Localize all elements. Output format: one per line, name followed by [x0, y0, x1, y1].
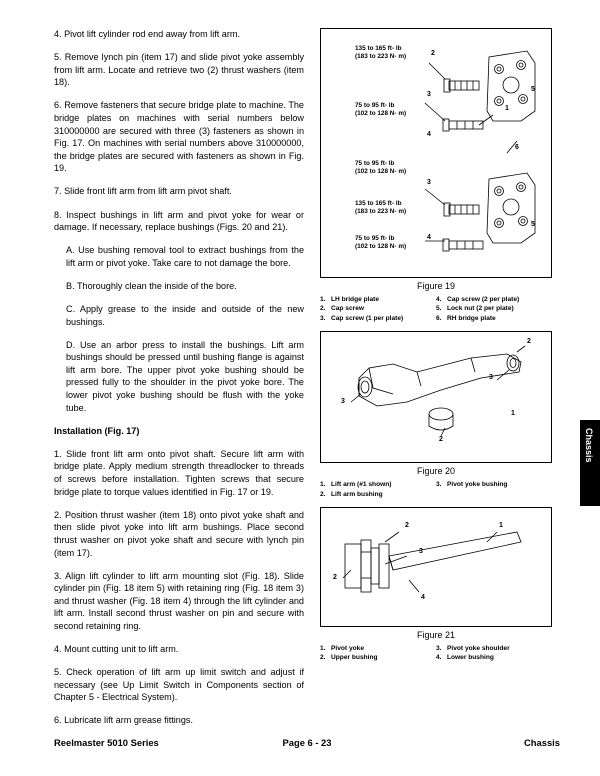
figure-20-index-3b: 3: [341, 398, 345, 406]
figure-20-drawing: [321, 332, 551, 460]
legend-num: 1.: [320, 296, 326, 303]
figure-21-index-1: 1: [499, 522, 503, 530]
figure-19-index-4b: 4: [427, 234, 431, 241]
figure-21-caption: Figure 21: [416, 630, 456, 641]
figure-19-index-1: 1: [505, 105, 509, 112]
figure-19-index-6: 6: [515, 144, 519, 151]
legend-num: 2.: [320, 305, 326, 313]
legend-text: Lift arm (#1 shown): [331, 481, 392, 489]
figure-21-index-2: 2: [405, 522, 409, 530]
legend-num: 5.: [436, 305, 442, 313]
legend-text: Lift arm bushing: [331, 490, 383, 498]
figure-20-index-2b: 2: [439, 436, 443, 444]
figure-19-callout-4: 135 to 165 ft- lb (183 to 223 N- m): [355, 200, 407, 216]
legend-text: Pivot yoke bushing: [447, 481, 508, 489]
figure-19-index-4: 4: [427, 131, 431, 138]
figure-19-callout-1: 135 to 165 ft- lb (183 to 223 N- m): [355, 45, 407, 61]
legend-num: 4.: [436, 296, 442, 303]
figure-19-index-3b: 3: [427, 179, 431, 186]
figure-20-index-2: 2: [527, 338, 531, 346]
figure-19-index-3: 3: [427, 91, 431, 98]
chapter-tab-chassis: [580, 420, 600, 506]
legend-num: 6.: [436, 314, 442, 322]
install-paragraph-6: 6. Lubricate lift arm grease fittings.: [54, 715, 193, 726]
figure-19-index-2: 2: [431, 50, 435, 57]
chapter-tab-label: Chassis: [584, 428, 594, 463]
figure-21-index-2b: 2: [333, 574, 337, 582]
figure-21-legend: [320, 644, 552, 663]
body-text-column: [54, 28, 304, 738]
footer-right-section: Chassis: [524, 737, 560, 748]
paragraph-8d: D. Use an arbor press to install the bushings. Lift arm bushings should be pressed until bushing flange is against lift arm bore. The upper pivot yoke bushing should be pressed fully to the shoulder in the pivot yoke bore. The lower pivot yoke bushing should be flush with the yoke tube.: [66, 339, 304, 413]
legend-num: 1.: [320, 481, 326, 489]
paragraph-8c: C. Apply grease to the inside and outside of the new bushings.: [66, 304, 304, 327]
legend-text: Lock nut (2 per plate): [447, 305, 514, 313]
paragraph-8: 8. Inspect bushings in lift arm and pivot yoke for wear or damage. If necessary, replace bushings (Figs. 20 and 21).: [54, 209, 304, 233]
paragraph-5: 5. Remove lynch pin (item 17) and slide pivot yoke assembly from lift arm. Locate and retrieve two (2) thrust washers (item 18).: [54, 52, 304, 88]
install-paragraph-5: 5. Check operation of lift arm up limit switch and adjust if necessary (see Up Limit Switch in Components section of Chapter 5 - Electrical System).: [54, 667, 304, 703]
legend-text: Cap screw (1 per plate): [331, 314, 404, 322]
footer-left-title: Reelmaster 5010 Series: [54, 737, 159, 748]
legend-num: 1.: [320, 645, 326, 653]
page-footer: [54, 737, 560, 748]
legend-text: RH bridge plate: [447, 314, 496, 322]
figure-20-caption: Figure 20: [416, 466, 456, 477]
paragraph-4: 4. Pivot lift cylinder rod end away from lift arm.: [54, 29, 240, 39]
figure-21-image: [320, 507, 552, 627]
figure-19-callout-2: 75 to 95 ft- lb (102 to 128 N- m): [355, 102, 407, 118]
legend-num: 2.: [320, 654, 326, 662]
legend-num: 2.: [320, 490, 326, 498]
paragraph-6: 6. Remove fasteners that secure bridge plate to machine. The bridge plates on machines with serial numbers below 310000000 are secured with three (3) fasteners as shown in Fig. 17. On machines with serial numbers above 310000000, the bridge plates are secured with fasteners as shown in Fig. 19.: [54, 100, 304, 174]
figure-19-image: [320, 28, 552, 278]
legend-text: Cap screw: [331, 305, 364, 313]
figure-21-index-3: 3: [419, 548, 423, 556]
legend-num: 3.: [436, 645, 442, 653]
legend-num: 3.: [436, 481, 442, 489]
legend-text: Lower bushing: [447, 654, 494, 662]
legend-text: Pivot yoke shoulder: [447, 645, 510, 653]
section-heading-installation: Installation (Fig. 17): [54, 425, 140, 436]
figure-19-callout-5: 75 to 95 ft- lb (102 to 128 N- m): [355, 235, 407, 251]
paragraph-8b: B. Thoroughly clean the inside of the bore.: [66, 280, 237, 291]
figure-20-index-3: 3: [489, 374, 493, 382]
figures-column: [320, 28, 552, 663]
figure-19-legend: [320, 295, 552, 323]
figure-20-legend: [320, 480, 552, 499]
install-paragraph-3: 3. Align lift cylinder to lift arm mounting slot (Fig. 18). Slide cylinder pin (Fig. 18 item 5) with retaining ring (Fig. 18 item 3) and thrust washer (Fig. 18 item 4) through the lift cylinder and lift arm. Install second thrust washer on pin and secure with second retaining ring.: [54, 570, 304, 631]
install-paragraph-2: 2. Position thrust washer (item 18) onto pivot yoke shaft and then slide pivot yoke into lift arm bushings. Place second thrust washer on pivot yoke shaft and secure with lynch pin (item 17).: [54, 509, 304, 558]
install-paragraph-1: 1. Slide front lift arm onto pivot shaft. Secure lift arm with bridge plate. Apply medium strength threadlocker to threads of screws before installation. Tighten screws that secure bridge plate to torque values identified in Fig. 17 or 19.: [54, 448, 304, 497]
legend-text: Upper bushing: [331, 654, 378, 662]
figure-21-drawing: [321, 508, 551, 624]
legend-text: Pivot yoke: [331, 645, 364, 653]
legend-num: 3.: [320, 314, 326, 322]
figure-19-index-5b: 5: [531, 221, 535, 228]
legend-text: LH bridge plate: [331, 296, 379, 303]
footer-page-number: Page 6 - 23: [282, 737, 332, 748]
figure-20-index-1: 1: [511, 410, 515, 418]
figure-19-callout-3: 75 to 95 ft- lb (102 to 128 N- m): [355, 160, 407, 176]
legend-num: 4.: [436, 654, 442, 662]
figure-21-index-4: 4: [421, 594, 425, 602]
paragraph-7: 7. Slide front lift arm from lift arm pivot shaft.: [54, 186, 232, 197]
paragraph-8a: A. Use bushing removal tool to extract bushings from the lift arm or pivot yoke. Take care to not damage the bore.: [66, 245, 304, 268]
install-paragraph-4: 4. Mount cutting unit to lift arm.: [54, 644, 179, 655]
figure-19-caption: Figure 19: [416, 281, 456, 291]
legend-text: Cap screw (2 per plate): [447, 296, 520, 303]
figure-19-index-5: 5: [531, 86, 535, 93]
figure-20-image: [320, 331, 552, 463]
